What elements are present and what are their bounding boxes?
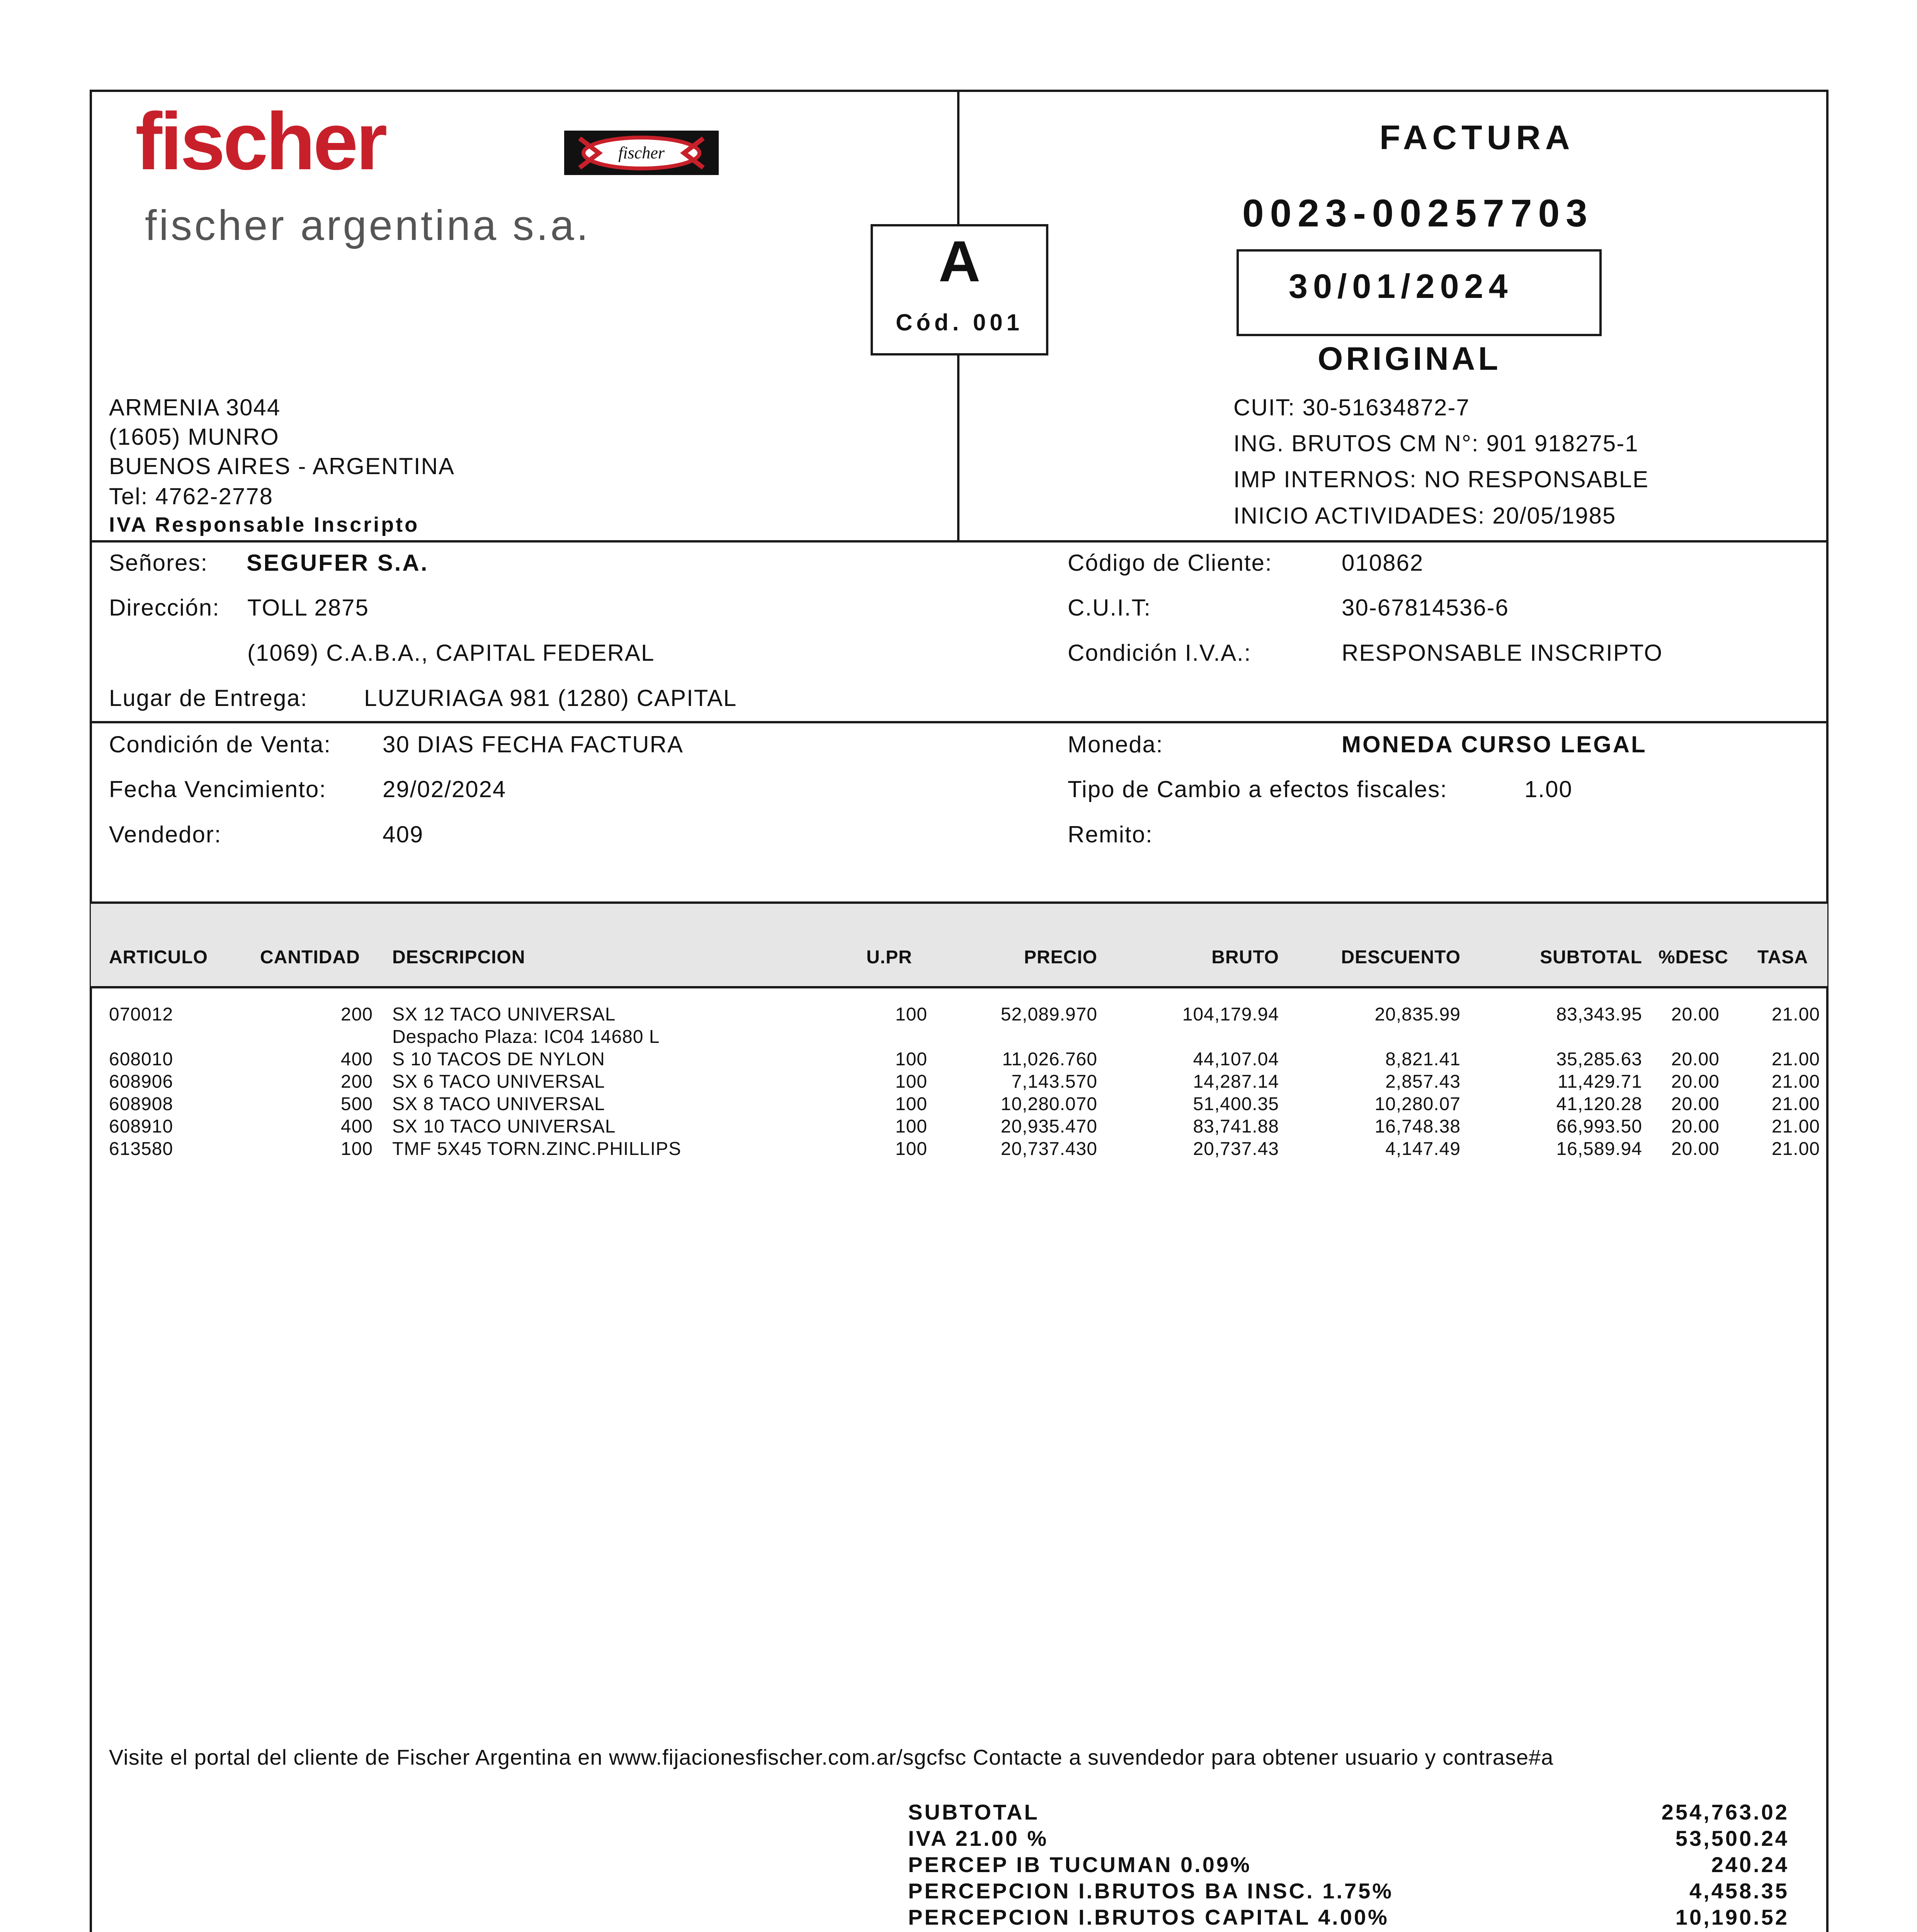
svg-text:fischer: fischer xyxy=(618,143,665,162)
table-header-band xyxy=(91,901,1827,988)
table-cell-pdesc: 20.00 xyxy=(1671,1071,1720,1092)
table-cell-subtotal: 11,429.71 xyxy=(1558,1071,1642,1092)
divider-client xyxy=(90,540,1829,543)
table-cell-tasa: 21.00 xyxy=(1771,1094,1820,1114)
table-cell-pdesc: 20.00 xyxy=(1671,1116,1720,1137)
table-cell-articulo: 608910 xyxy=(109,1116,173,1137)
sale-vencimiento-label: Fecha Vencimiento: xyxy=(109,776,327,802)
client-direccion-label: Dirección: xyxy=(109,595,220,621)
table-cell-descripcion: SX 10 TACO UNIVERSAL xyxy=(392,1116,616,1137)
totals-line-label: SUBTOTAL xyxy=(908,1800,1039,1824)
table-cell-cantidad: 100 xyxy=(340,1139,373,1159)
client-direccion-value: TOLL 2875 xyxy=(247,595,369,621)
table-cell-tasa: 21.00 xyxy=(1771,1139,1820,1159)
table-header-descuento: DESCUENTO xyxy=(1341,947,1461,968)
table-cell-pdesc: 20.00 xyxy=(1671,1004,1720,1025)
company-inicio-actividades: INICIO ACTIVIDADES: 20/05/1985 xyxy=(1233,503,1616,529)
invoice-code: Cód. 001 xyxy=(895,310,1024,335)
client-name: SEGUFER S.A. xyxy=(247,550,429,576)
company-ing-brutos: ING. BRUTOS CM N°: 901 918275-1 xyxy=(1233,430,1639,456)
client-lugar-value: LUZURIAGA 981 (1280) CAPITAL xyxy=(364,685,737,711)
table-header-upr: U.PR xyxy=(866,947,912,968)
table-cell-descripcion: S 10 TACOS DE NYLON xyxy=(392,1049,605,1070)
table-cell-bruto: 44,107.04 xyxy=(1193,1049,1279,1070)
company-name: fischer argentina s.a. xyxy=(145,202,591,249)
invoice-copy-label: ORIGINAL xyxy=(1318,340,1501,377)
table-cell-tasa: 21.00 xyxy=(1771,1071,1820,1092)
table-header-pdesc: %DESC xyxy=(1658,947,1729,968)
table-cell-descuento: 4,147.49 xyxy=(1385,1139,1461,1159)
sale-moneda-value: MONEDA CURSO LEGAL xyxy=(1342,731,1647,757)
company-cuit: CUIT: 30-51634872-7 xyxy=(1233,395,1470,420)
table-cell-precio: 20,935.470 xyxy=(1000,1116,1097,1137)
table-cell-articulo: 608010 xyxy=(109,1049,173,1070)
table-cell-precio: 11,026.760 xyxy=(1002,1049,1097,1070)
table-cell-pdesc: 20.00 xyxy=(1671,1139,1720,1159)
totals-line-value: 254,763.02 xyxy=(1661,1800,1789,1824)
table-header-articulo: ARTICULO xyxy=(109,947,208,968)
table-cell-subtotal: 41,120.28 xyxy=(1556,1094,1642,1114)
client-condicion-value: RESPONSABLE INSCRIPTO xyxy=(1342,640,1663,666)
table-header-precio: PRECIO xyxy=(1024,947,1097,968)
table-cell-upr: 100 xyxy=(895,1094,927,1114)
table-cell-descripcion: SX 8 TACO UNIVERSAL xyxy=(392,1094,605,1114)
table-cell-pdesc: 20.00 xyxy=(1671,1094,1720,1114)
table-cell-descripcion: SX 6 TACO UNIVERSAL xyxy=(392,1071,605,1092)
table-cell-descuento: 2,857.43 xyxy=(1385,1071,1461,1092)
sale-remito-label: Remito: xyxy=(1068,821,1153,847)
table-cell-articulo: 070012 xyxy=(109,1004,173,1025)
divider-sale xyxy=(90,721,1829,723)
sale-cambio-label: Tipo de Cambio a efectos fiscales: xyxy=(1068,776,1448,802)
totals-line-label: PERCEPCION I.BRUTOS BA INSC. 1.75% xyxy=(908,1879,1394,1903)
table-cell-cantidad: 400 xyxy=(340,1049,373,1070)
client-cuit-value: 30-67814536-6 xyxy=(1342,595,1509,621)
table-cell-articulo: 608908 xyxy=(109,1094,173,1114)
invoice-letter: A xyxy=(938,229,981,294)
table-cell-upr: 100 xyxy=(895,1116,927,1137)
table-cell-tasa: 21.00 xyxy=(1771,1116,1820,1137)
totals-line-value: 10,190.52 xyxy=(1675,1905,1789,1929)
table-cell-tasa: 21.00 xyxy=(1771,1049,1820,1070)
portal-note: Visite el portal del cliente de Fischer Argentina en www.fijacionesfischer.com.ar/sgcfsc Contacte a suvendedor para obtener usuario y contrase#a xyxy=(109,1745,1554,1769)
company-address-line1: ARMENIA 3044 xyxy=(109,395,281,420)
table-header-cantidad: CANTIDAD xyxy=(260,947,360,968)
table-cell-descuento: 16,748.38 xyxy=(1374,1116,1461,1137)
company-tel: Tel: 4762-2778 xyxy=(109,483,273,509)
client-condicion-label: Condición I.V.A.: xyxy=(1068,640,1252,666)
sale-condicion-label: Condición de Venta: xyxy=(109,731,332,757)
totals-line-value: 53,500.24 xyxy=(1675,1826,1789,1850)
company-address-line2: (1605) MUNRO xyxy=(109,424,279,450)
table-cell-precio: 7,143.570 xyxy=(1011,1071,1097,1092)
table-cell-descuento: 8,821.41 xyxy=(1385,1049,1461,1070)
totals-line-value: 4,458.35 xyxy=(1689,1879,1789,1903)
table-header-subtotal: SUBTOTAL xyxy=(1540,947,1642,968)
header-divider-lower xyxy=(957,354,959,541)
totals-line-label: PERCEPCION I.BRUTOS CAPITAL 4.00% xyxy=(908,1905,1389,1929)
table-cell-pdesc: 20.00 xyxy=(1671,1049,1720,1070)
totals-line-label: PERCEP IB TUCUMAN 0.09% xyxy=(908,1852,1252,1877)
table-cell-articulo: 608906 xyxy=(109,1071,173,1092)
table-cell-bruto: 20,737.43 xyxy=(1193,1139,1279,1159)
client-cuit-label: C.U.I.T: xyxy=(1068,595,1152,621)
table-cell-bruto: 14,287.14 xyxy=(1193,1071,1279,1092)
invoice-type-title: FACTURA xyxy=(1379,118,1575,156)
table-cell-bruto: 104,179.94 xyxy=(1182,1004,1279,1025)
fischer-badge-icon xyxy=(564,131,719,175)
table-cell-subtotal: 16,589.94 xyxy=(1556,1139,1642,1159)
client-direccion-value2: (1069) C.A.B.A., CAPITAL FEDERAL xyxy=(247,640,655,666)
company-imp-internos: IMP INTERNOS: NO RESPONSABLE xyxy=(1233,466,1649,492)
table-cell-descripcion: Despacho Plaza: IC04 14680 L xyxy=(392,1027,660,1047)
sale-cambio-value: 1.00 xyxy=(1524,776,1573,802)
sale-vendedor-label: Vendedor: xyxy=(109,821,222,847)
client-lugar-label: Lugar de Entrega: xyxy=(109,685,308,711)
table-cell-precio: 52,089.970 xyxy=(1000,1004,1097,1025)
table-header-descripcion: DESCRIPCION xyxy=(392,947,526,968)
invoice-number: 0023-00257703 xyxy=(1242,192,1594,235)
company-logo-word: fischer xyxy=(135,96,385,187)
table-cell-upr: 100 xyxy=(895,1071,927,1092)
company-address-line3: BUENOS AIRES - ARGENTINA xyxy=(109,453,455,479)
client-codigo-label: Código de Cliente: xyxy=(1068,550,1272,576)
sale-vendedor-value: 409 xyxy=(383,821,424,847)
table-cell-subtotal: 35,285.63 xyxy=(1556,1049,1642,1070)
table-cell-upr: 100 xyxy=(895,1004,927,1025)
table-cell-tasa: 21.00 xyxy=(1771,1004,1820,1025)
table-cell-descripcion: TMF 5X45 TORN.ZINC.PHILLIPS xyxy=(392,1139,682,1159)
table-cell-subtotal: 66,993.50 xyxy=(1556,1116,1642,1137)
table-header-bruto: BRUTO xyxy=(1211,947,1279,968)
table-cell-descripcion: SX 12 TACO UNIVERSAL xyxy=(392,1004,616,1025)
table-cell-articulo: 613580 xyxy=(109,1139,173,1159)
totals-line-value: 240.24 xyxy=(1711,1852,1789,1877)
sale-condicion-value: 30 DIAS FECHA FACTURA xyxy=(383,731,684,757)
table-header-tasa: TASA xyxy=(1757,947,1808,968)
table-cell-upr: 100 xyxy=(895,1049,927,1070)
table-cell-bruto: 83,741.88 xyxy=(1193,1116,1279,1137)
sale-moneda-label: Moneda: xyxy=(1068,731,1163,757)
table-cell-cantidad: 400 xyxy=(340,1116,373,1137)
table-cell-precio: 10,280.070 xyxy=(1000,1094,1097,1114)
table-cell-cantidad: 200 xyxy=(340,1071,373,1092)
client-senores-label: Señores: xyxy=(109,550,208,576)
table-cell-upr: 100 xyxy=(895,1139,927,1159)
invoice-date: 30/01/2024 xyxy=(1289,267,1513,305)
table-cell-descuento: 10,280.07 xyxy=(1374,1094,1461,1114)
table-cell-bruto: 51,400.35 xyxy=(1193,1094,1279,1114)
table-cell-cantidad: 500 xyxy=(340,1094,373,1114)
table-cell-cantidad: 200 xyxy=(340,1004,373,1025)
table-cell-precio: 20,737.430 xyxy=(1000,1139,1097,1159)
table-cell-descuento: 20,835.99 xyxy=(1374,1004,1461,1025)
company-iva-status: IVA Responsable Inscripto xyxy=(109,513,420,536)
sale-vencimiento-value: 29/02/2024 xyxy=(383,776,507,802)
client-codigo-value: 010862 xyxy=(1342,550,1424,576)
totals-line-label: IVA 21.00 % xyxy=(908,1826,1049,1850)
table-cell-subtotal: 83,343.95 xyxy=(1556,1004,1642,1025)
